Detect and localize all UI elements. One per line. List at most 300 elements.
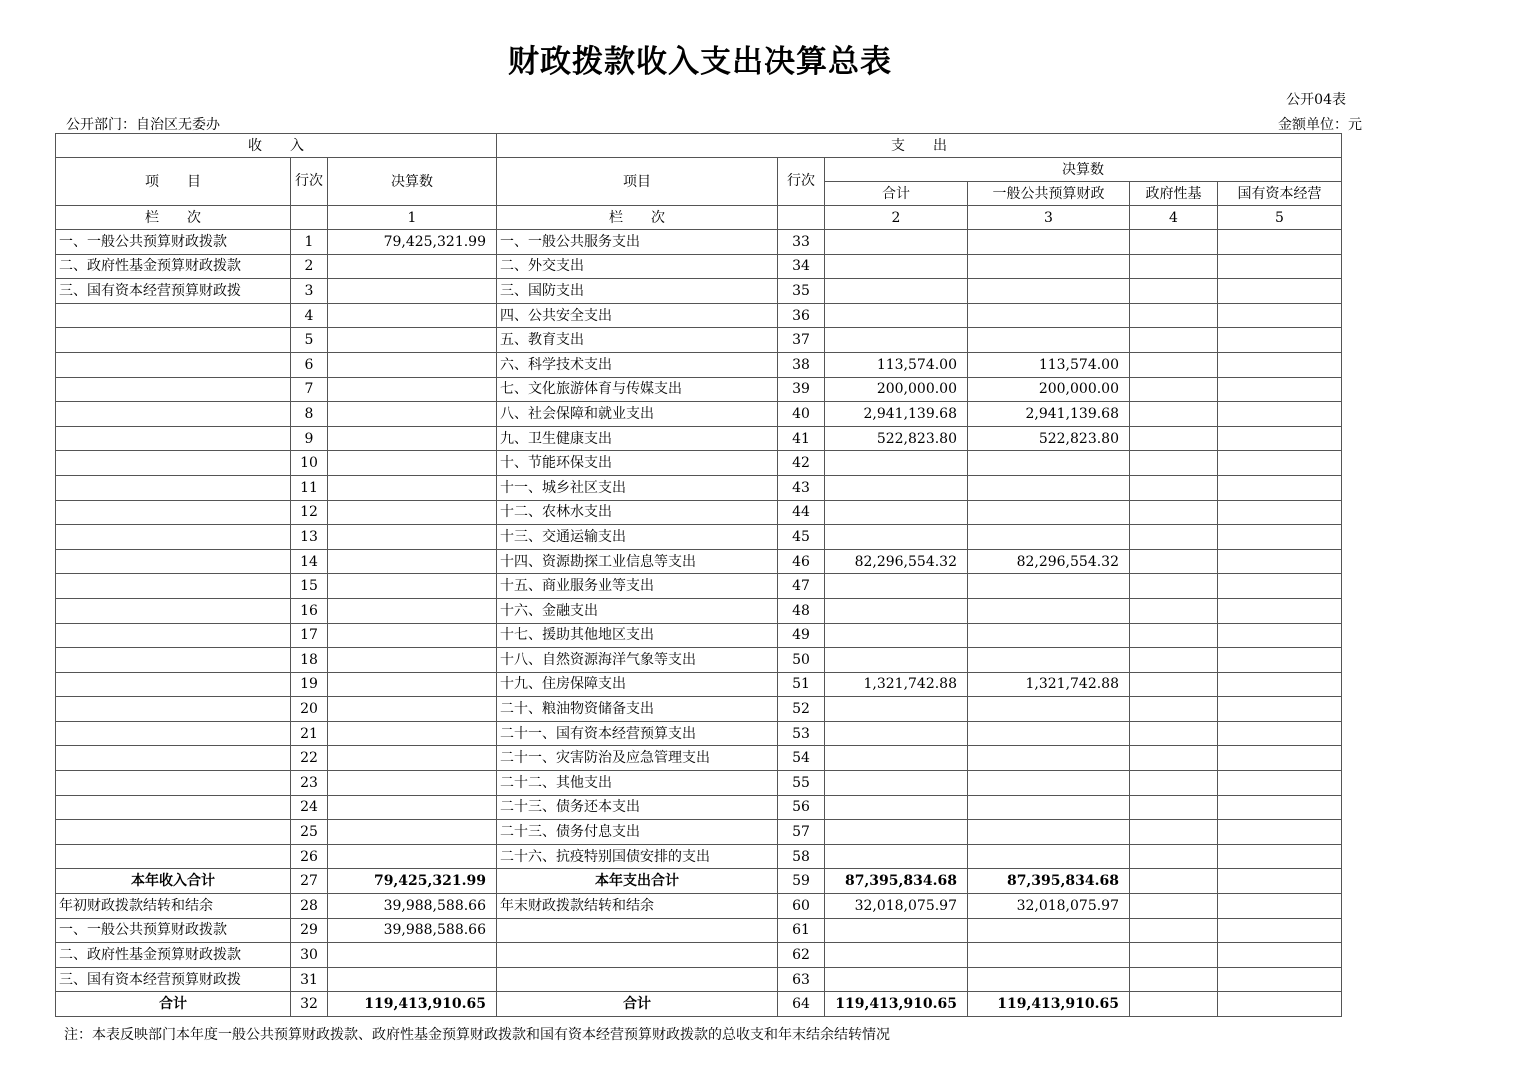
income-row-no-cell: 26 [291,844,328,869]
expense-row-no-cell: 41 [778,426,825,451]
table-row [56,918,1342,943]
expense-gov-fund-cell [1130,426,1218,451]
column-label: 栏 次 [56,206,291,230]
expense-general-cell [968,598,1130,623]
income-item-cell: 一、一般公共预算财政拨款 [56,230,291,255]
income-amount-cell [328,500,497,525]
column-number: 2 [825,206,968,230]
expense-state-capital-cell [1218,230,1342,255]
expense-total-cell: 113,574.00 [825,352,968,377]
expense-total-cell [825,230,968,255]
income-row-no-header: 行次 [291,158,328,206]
expense-header: 支 出 [497,134,1342,158]
expense-total-cell [825,475,968,500]
income-header: 收 入 [56,134,497,158]
income-row-no-cell: 12 [291,500,328,525]
expense-general-cell [968,943,1130,968]
column-number: 5 [1218,206,1342,230]
income-amount-cell [328,451,497,476]
expense-state-capital-cell [1218,918,1342,943]
expense-state-capital-cell [1218,303,1342,328]
expense-general-cell [968,746,1130,771]
expense-gov-fund-cell [1130,574,1218,599]
expense-item-cell: 三、国防支出 [497,279,778,304]
expense-state-capital-cell [1218,279,1342,304]
income-row-no-cell: 1 [291,230,328,255]
gov-fund-header: 政府性基 [1130,182,1218,206]
expense-general-cell: 119,413,910.65 [968,992,1130,1017]
expense-total-cell: 82,296,554.32 [825,549,968,574]
income-item-cell [56,475,291,500]
expense-row-no-cell: 46 [778,549,825,574]
expense-general-cell [968,574,1130,599]
income-row-no-cell: 20 [291,697,328,722]
table-row [56,795,1342,820]
expense-gov-fund-cell [1130,967,1218,992]
income-row-no-cell: 25 [291,820,328,845]
expense-item-cell: 本年支出合计 [497,869,778,894]
column-number: 3 [968,206,1130,230]
form-number: 公开04表 [1286,92,1346,108]
expense-general-cell: 82,296,554.32 [968,549,1130,574]
expense-gov-fund-cell [1130,795,1218,820]
table-row [56,967,1342,992]
expense-gov-fund-cell [1130,230,1218,255]
expense-general-cell: 87,395,834.68 [968,869,1130,894]
expense-item-cell: 十五、商业服务业等支出 [497,574,778,599]
expense-row-no-cell: 56 [778,795,825,820]
expense-gov-fund-cell [1130,721,1218,746]
footnote: 注：本表反映部门本年度一般公共预算财政拨款、政府性基金预算财政拨款和国有资本经营预算财政拨款的总收支和年末结余结转情况 [64,1027,890,1043]
expense-state-capital-cell [1218,771,1342,796]
income-item-cell: 本年收入合计 [56,869,291,894]
table-row [56,328,1342,353]
expense-gov-fund-cell [1130,672,1218,697]
expense-total-cell [825,451,968,476]
expense-state-capital-cell [1218,967,1342,992]
income-item-cell [56,746,291,771]
expense-row-no-cell: 54 [778,746,825,771]
expense-item-cell [497,918,778,943]
expense-row-no-cell: 37 [778,328,825,353]
expense-total-cell: 522,823.80 [825,426,968,451]
table-row [56,992,1342,1017]
expense-row-no-cell: 45 [778,525,825,550]
income-item-cell [56,426,291,451]
expense-row-no-cell: 62 [778,943,825,968]
income-item-cell [56,451,291,476]
expense-general-cell [968,279,1130,304]
income-item-cell: 三、国有资本经营预算财政拨 [56,279,291,304]
expense-item-cell: 二十三、债务还本支出 [497,795,778,820]
expense-item-cell: 四、公共安全支出 [497,303,778,328]
expense-total-cell: 87,395,834.68 [825,869,968,894]
table-row [56,574,1342,599]
expense-total-cell [825,967,968,992]
expense-state-capital-cell [1218,254,1342,279]
income-row-no-cell: 10 [291,451,328,476]
total-header: 合计 [825,182,968,206]
table-row [56,820,1342,845]
expense-total-cell [825,820,968,845]
expense-general-cell [968,623,1130,648]
expense-item-cell: 十六、金融支出 [497,598,778,623]
income-amount-cell [328,598,497,623]
expense-gov-fund-cell [1130,402,1218,427]
income-item-cell [56,672,291,697]
expense-general-cell [968,525,1130,550]
expense-item-cell: 二十一、国有资本经营预算支出 [497,721,778,746]
expense-total-cell [825,746,968,771]
income-row-no-cell: 23 [291,771,328,796]
expense-general-cell [968,918,1130,943]
expense-gov-fund-cell [1130,279,1218,304]
expense-general-cell: 113,574.00 [968,352,1130,377]
income-row-no-cell: 29 [291,918,328,943]
expense-general-cell [968,844,1130,869]
expense-item-cell: 五、教育支出 [497,328,778,353]
income-amount-cell [328,746,497,771]
expense-row-no-cell: 55 [778,771,825,796]
income-row-no-cell: 32 [291,992,328,1017]
expense-gov-fund-cell [1130,697,1218,722]
expense-general-cell [968,795,1130,820]
expense-general-cell [968,230,1130,255]
income-item-cell [56,574,291,599]
income-row-no-cell: 24 [291,795,328,820]
expense-state-capital-cell [1218,500,1342,525]
expense-item-cell: 十二、农林水支出 [497,500,778,525]
expense-gov-fund-cell [1130,328,1218,353]
table-row [56,352,1342,377]
table-row [56,697,1342,722]
expense-gov-fund-cell [1130,451,1218,476]
expense-general-cell [968,967,1130,992]
expense-gov-fund-cell [1130,475,1218,500]
expense-gov-fund-cell [1130,598,1218,623]
expense-item-cell: 十九、住房保障支出 [497,672,778,697]
expense-item-cell [497,967,778,992]
income-amount-cell [328,525,497,550]
expense-total-cell [825,943,968,968]
expense-gov-fund-cell [1130,992,1218,1017]
page-title: 财政拨款收入支出决算总表 [508,44,892,80]
income-row-no-cell: 13 [291,525,328,550]
expense-general-cell [968,451,1130,476]
expense-total-cell [825,918,968,943]
expense-gov-fund-cell [1130,500,1218,525]
income-row-no-cell: 3 [291,279,328,304]
table-row [56,254,1342,279]
income-row-no-cell: 19 [291,672,328,697]
expense-state-capital-cell [1218,377,1342,402]
expense-general-cell [968,303,1130,328]
expense-general-cell [968,475,1130,500]
income-amount-cell: 39,988,588.66 [328,918,497,943]
expense-item-header: 项目 [497,158,778,206]
expense-item-cell: 十八、自然资源海洋气象等支出 [497,648,778,673]
income-row-no-cell: 21 [291,721,328,746]
expense-row-no-cell: 61 [778,918,825,943]
expense-item-cell: 一、一般公共服务支出 [497,230,778,255]
income-row-no-cell: 4 [291,303,328,328]
expense-total-cell [825,598,968,623]
income-item-cell [56,697,291,722]
expense-general-cell [968,648,1130,673]
expense-row-no-cell: 60 [778,894,825,919]
expense-general-cell [968,820,1130,845]
income-row-no-cell: 8 [291,402,328,427]
expense-gov-fund-cell [1130,746,1218,771]
expense-row-no-cell: 38 [778,352,825,377]
income-amount-cell [328,623,497,648]
expense-gov-fund-cell [1130,549,1218,574]
expense-total-cell [825,574,968,599]
income-amount-cell [328,328,497,353]
table-row [56,525,1342,550]
expense-state-capital-cell [1218,795,1342,820]
expense-state-capital-cell [1218,869,1342,894]
expense-gov-fund-cell [1130,352,1218,377]
expense-total-cell [825,623,968,648]
expense-row-no-cell: 51 [778,672,825,697]
income-amount-cell [328,352,497,377]
expense-state-capital-cell [1218,549,1342,574]
income-item-cell [56,500,291,525]
income-amount-cell [328,648,497,673]
expense-state-capital-cell [1218,648,1342,673]
income-amount-cell: 79,425,321.99 [328,230,497,255]
income-item-cell [56,303,291,328]
expense-state-capital-cell [1218,943,1342,968]
expense-total-cell [825,721,968,746]
income-row-no-cell: 9 [291,426,328,451]
expense-state-capital-cell [1218,697,1342,722]
expense-gov-fund-cell [1130,820,1218,845]
expense-item-cell: 八、社会保障和就业支出 [497,402,778,427]
income-row-no-cell: 30 [291,943,328,968]
income-row-no-cell: 16 [291,598,328,623]
income-item-cell [56,549,291,574]
expense-state-capital-cell [1218,475,1342,500]
income-row-no-cell: 7 [291,377,328,402]
table-row [56,451,1342,476]
table-row [56,721,1342,746]
expense-state-capital-cell [1218,328,1342,353]
expense-state-capital-cell [1218,402,1342,427]
expense-item-cell: 十一、城乡社区支出 [497,475,778,500]
income-amount-cell [328,820,497,845]
table-row [56,549,1342,574]
expense-item-cell: 十四、资源勘探工业信息等支出 [497,549,778,574]
income-amount-cell: 39,988,588.66 [328,894,497,919]
income-row-no-cell: 6 [291,352,328,377]
expense-row-no-cell: 50 [778,648,825,673]
expense-row-no-cell: 35 [778,279,825,304]
table-row [56,598,1342,623]
income-item-cell [56,721,291,746]
expense-gov-fund-cell [1130,844,1218,869]
table-row [56,771,1342,796]
income-item-cell [56,598,291,623]
table-row [56,475,1342,500]
expense-item-cell: 十七、援助其他地区支出 [497,623,778,648]
income-amount-cell [328,475,497,500]
department-label: 公开部门：自治区无委办 [66,117,220,133]
expense-item-cell [497,943,778,968]
expense-gov-fund-cell [1130,869,1218,894]
expense-row-no-cell: 34 [778,254,825,279]
expense-row-no-cell: 63 [778,967,825,992]
expense-general-cell [968,771,1130,796]
expense-gov-fund-cell [1130,303,1218,328]
income-item-cell [56,771,291,796]
expense-gov-fund-cell [1130,894,1218,919]
expense-general-cell: 522,823.80 [968,426,1130,451]
expense-total-cell [825,771,968,796]
expense-gov-fund-cell [1130,648,1218,673]
income-amount-cell [328,279,497,304]
income-amount-cell [328,254,497,279]
income-item-header: 项 目 [56,158,291,206]
income-amount-cell [328,574,497,599]
expense-total-cell [825,648,968,673]
expense-state-capital-cell [1218,820,1342,845]
expense-total-cell [825,500,968,525]
expense-total-cell: 119,413,910.65 [825,992,968,1017]
expense-gov-fund-cell [1130,771,1218,796]
income-amount-cell [328,303,497,328]
expense-gov-fund-cell [1130,377,1218,402]
income-item-cell: 合计 [56,992,291,1017]
expense-total-cell [825,328,968,353]
expense-row-no-cell: 64 [778,992,825,1017]
expense-general-cell [968,697,1130,722]
table-row [56,500,1342,525]
expense-state-capital-cell [1218,525,1342,550]
income-amount-header: 决算数 [328,158,497,206]
expense-state-capital-cell [1218,426,1342,451]
income-item-cell [56,377,291,402]
expense-row-no-cell: 57 [778,820,825,845]
expense-item-cell: 二、外交支出 [497,254,778,279]
income-item-cell: 年初财政拨款结转和结余 [56,894,291,919]
income-item-cell: 二、政府性基金预算财政拨款 [56,254,291,279]
budget-table [55,133,1342,1017]
expense-total-cell: 32,018,075.97 [825,894,968,919]
income-row-no-cell: 2 [291,254,328,279]
income-row-no-cell: 31 [291,967,328,992]
expense-item-cell: 二十二、其他支出 [497,771,778,796]
income-item-cell [56,648,291,673]
income-row-no-cell: 17 [291,623,328,648]
expense-total-cell: 2,941,139.68 [825,402,968,427]
table-row [56,303,1342,328]
expense-row-no-header: 行次 [778,158,825,206]
income-row-no-cell: 18 [291,648,328,673]
income-item-cell [56,328,291,353]
expense-general-cell [968,721,1130,746]
expense-row-no-cell: 48 [778,598,825,623]
expense-row-no-cell: 33 [778,230,825,255]
income-amount-cell [328,402,497,427]
income-amount-cell [328,697,497,722]
table-row [56,746,1342,771]
expense-total-cell: 1,321,742.88 [825,672,968,697]
column-number: 4 [1130,206,1218,230]
income-amount-cell [328,672,497,697]
income-amount-cell [328,426,497,451]
expense-general-cell: 1,321,742.88 [968,672,1130,697]
expense-total-cell [825,844,968,869]
table-row [56,844,1342,869]
expense-total-cell [825,303,968,328]
expense-item-cell: 年末财政拨款结转和结余 [497,894,778,919]
expense-item-cell: 合计 [497,992,778,1017]
expense-state-capital-cell [1218,598,1342,623]
income-amount-cell: 79,425,321.99 [328,869,497,894]
income-amount-cell [328,967,497,992]
expense-state-capital-cell [1218,992,1342,1017]
expense-row-no-cell: 53 [778,721,825,746]
expense-item-cell: 二十、粮油物资储备支出 [497,697,778,722]
income-amount-cell [328,771,497,796]
income-amount-cell: 119,413,910.65 [328,992,497,1017]
expense-total-cell [825,697,968,722]
expense-gov-fund-cell [1130,623,1218,648]
expense-row-no-cell: 39 [778,377,825,402]
income-item-cell: 三、国有资本经营预算财政拨 [56,967,291,992]
expense-item-cell: 六、科学技术支出 [497,352,778,377]
table-row [56,377,1342,402]
expense-item-cell: 二十一、灾害防治及应急管理支出 [497,746,778,771]
expense-general-cell [968,254,1130,279]
table-row [56,402,1342,427]
income-row-no-cell: 11 [291,475,328,500]
expense-item-cell: 十三、交通运输支出 [497,525,778,550]
expense-row-no-cell: 36 [778,303,825,328]
expense-row-no-cell: 59 [778,869,825,894]
expense-general-cell: 200,000.00 [968,377,1130,402]
expense-total-cell [825,525,968,550]
income-row-no-cell: 22 [291,746,328,771]
income-item-cell [56,820,291,845]
expense-state-capital-cell [1218,623,1342,648]
income-row-no-cell: 5 [291,328,328,353]
expense-general-cell [968,328,1130,353]
expense-general-cell [968,500,1130,525]
income-item-cell [56,402,291,427]
expense-item-cell: 九、卫生健康支出 [497,426,778,451]
income-amount-cell [328,377,497,402]
income-amount-cell [328,943,497,968]
income-item-cell [56,623,291,648]
expense-state-capital-cell [1218,352,1342,377]
expense-gov-fund-cell [1130,918,1218,943]
table-row [56,869,1342,894]
table-row [56,426,1342,451]
expense-total-cell [825,279,968,304]
expense-row-no-cell: 44 [778,500,825,525]
expense-total-cell [825,795,968,820]
expense-general-cell: 2,941,139.68 [968,402,1130,427]
expense-gov-fund-cell [1130,525,1218,550]
income-item-cell [56,795,291,820]
income-item-cell [56,525,291,550]
table-row [56,943,1342,968]
income-amount-cell [328,844,497,869]
expense-row-no-cell: 47 [778,574,825,599]
